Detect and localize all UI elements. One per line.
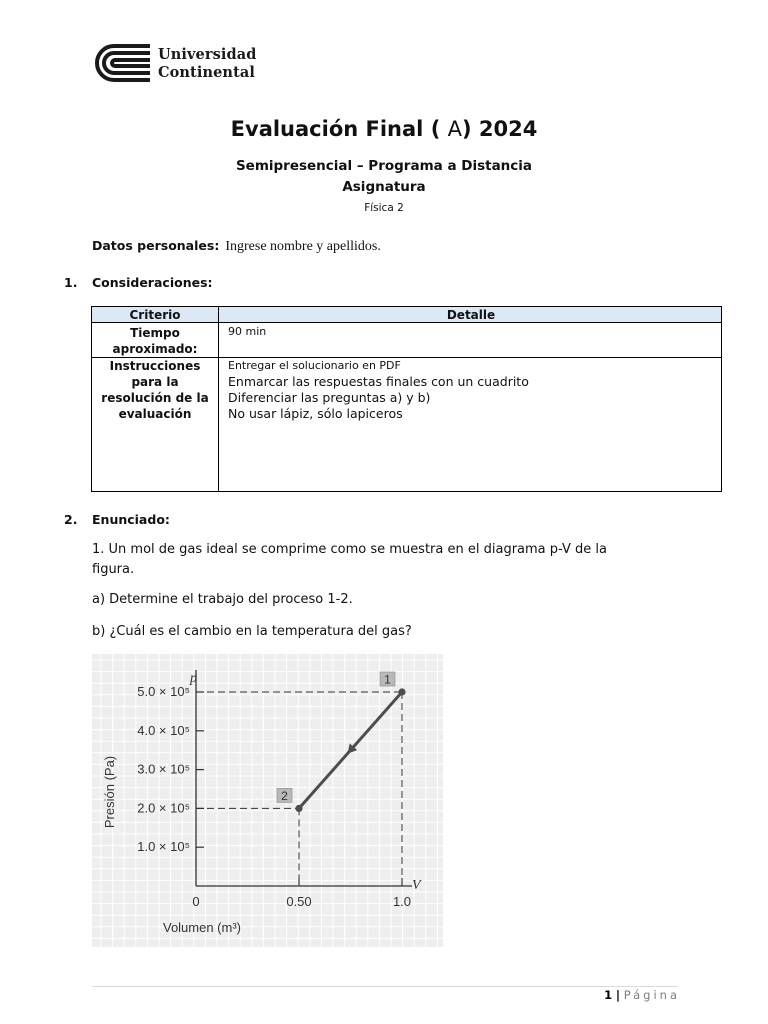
question-part-b: b) ¿Cuál es el cambio en la temperatura del gas? <box>92 624 412 639</box>
y-tick-label: 1.0 × 10⁵ <box>137 839 190 855</box>
personal-data-input[interactable]: Ingrese nombre y apellidos. <box>225 239 381 254</box>
question-text: 1. Un mol de gas ideal se comprime como se muestra en el diagrama p-V de la figura. <box>92 542 607 577</box>
pv-diagram-chart <box>92 654 443 947</box>
course-name: Física 2 <box>364 202 404 214</box>
page-title: Evaluación Final ( A) 2024 <box>230 117 538 141</box>
course-label: Asignatura <box>342 179 426 195</box>
x-axis-symbol: V <box>412 878 421 893</box>
criteria-table <box>91 306 722 492</box>
logo-text: Universidad Continental <box>158 46 257 81</box>
table-cell-criterio-2: Instrucciones para la resolución de la evaluación <box>101 359 209 421</box>
y-axis-label: Presión (Pa) <box>102 755 117 829</box>
personal-data-line <box>92 238 381 255</box>
section-1-heading: 1. Consideraciones: <box>64 275 213 290</box>
section-2-heading: 2. Enunciado: <box>64 512 170 527</box>
y-tick-label: 4.0 × 10⁵ <box>137 722 190 738</box>
y-axis-symbol: p <box>190 671 197 686</box>
x-axis-label: Volumen (m³) <box>162 920 242 935</box>
table-cell-detalle-2-line3: Diferenciar las preguntas a) y b) <box>228 390 431 405</box>
logo-mark-icon <box>92 42 152 84</box>
page-number: 1 <box>604 988 613 1002</box>
state-point-2 <box>295 805 302 812</box>
table-cell-detalle-2-line1: Entregar el solucionario en PDF <box>228 359 401 372</box>
footer-divider <box>92 986 678 987</box>
y-tick-label: 2.0 × 10⁵ <box>137 800 190 816</box>
university-logo <box>92 42 262 86</box>
x-tick-label: 0 <box>192 894 200 909</box>
page-footer: 1 | Página <box>604 988 680 1002</box>
table-header-criterio: Criterio <box>129 308 181 322</box>
table-header-detalle: Detalle <box>446 308 496 322</box>
table-cell-criterio-1: Tiempo aproximado: <box>112 326 198 356</box>
table-cell-detalle-2-line2: Enmarcar las respuestas finales con un cuadrito <box>228 374 529 389</box>
state-label-1: 1 <box>384 672 391 687</box>
x-tick-label: 0.50 <box>286 894 312 909</box>
state-point-1 <box>398 688 405 695</box>
x-tick-label: 1.0 <box>392 894 412 909</box>
page-label: Página <box>623 988 680 1002</box>
y-tick-label: 3.0 × 10⁵ <box>137 761 190 777</box>
program-subtitle: Semipresencial – Programa a Distancia <box>235 158 533 174</box>
table-cell-detalle-1: 90 min <box>228 325 267 338</box>
question-part-a: a) Determine el trabajo del proceso 1-2. <box>92 592 353 607</box>
pv-diagram-figure <box>92 654 443 947</box>
personal-data-label: Datos personales: <box>92 238 220 253</box>
y-tick-label: 5.0 × 10⁵ <box>137 684 190 699</box>
table-cell-detalle-2-line4: No usar lápiz, sólo lapiceros <box>228 406 403 421</box>
state-label-2: 2 <box>281 788 288 803</box>
